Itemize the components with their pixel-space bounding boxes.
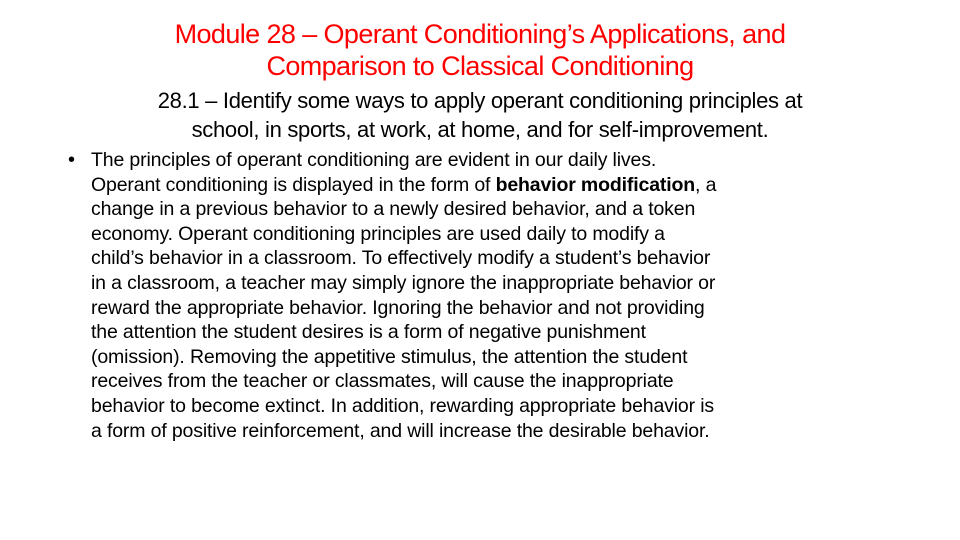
body-line: change in a previous behavior to a newly desired behavior, and a token <box>91 198 696 221</box>
body-line: the attention the student desires is a form of negative punishment <box>91 321 646 344</box>
body-line: a form of positive reinforcement, and will increase the desirable behavior. <box>91 419 710 442</box>
body-line: child’s behavior in a classroom. To effectively modify a student’s behavior <box>91 247 711 270</box>
body-line: receives from the teacher or classmates, will cause the inappropriate <box>91 370 674 393</box>
slide-title <box>90 18 870 82</box>
body-line: economy. Operant conditioning principles are used daily to modify a <box>91 222 665 245</box>
bullet-text <box>91 148 921 443</box>
body-line <box>91 173 921 198</box>
title-line-2: Comparison to Classical Conditioning <box>266 51 694 81</box>
body-line: (omission). Removing the appetitive stimulus, the attention the student <box>91 345 688 368</box>
body-line: behavior to become extinct. In addition, rewarding appropriate behavior is <box>91 394 715 417</box>
objective-line-1: 28.1 – Identify some ways to apply operant conditioning principles at <box>157 88 803 113</box>
title-line-1: Module 28 – Operant Conditioning’s Applications, and <box>174 19 786 49</box>
bullet-dot-icon: • <box>68 149 76 171</box>
body-text: , a <box>695 173 717 196</box>
body-line: The principles of operant conditioning are evident in our daily lives. <box>91 149 657 171</box>
learning-objective <box>60 86 900 144</box>
body-text: Operant conditioning is displayed in the form of <box>91 173 496 196</box>
body-line: reward the appropriate behavior. Ignoring the behavior and not providing <box>91 296 705 319</box>
key-term-behavior-modification: behavior modification <box>495 173 696 196</box>
objective-line-2: school, in sports, at work, at home, and for self-improvement. <box>191 117 769 142</box>
body-line: in a classroom, a teacher may simply ignore the inappropriate behavior or <box>91 271 716 294</box>
